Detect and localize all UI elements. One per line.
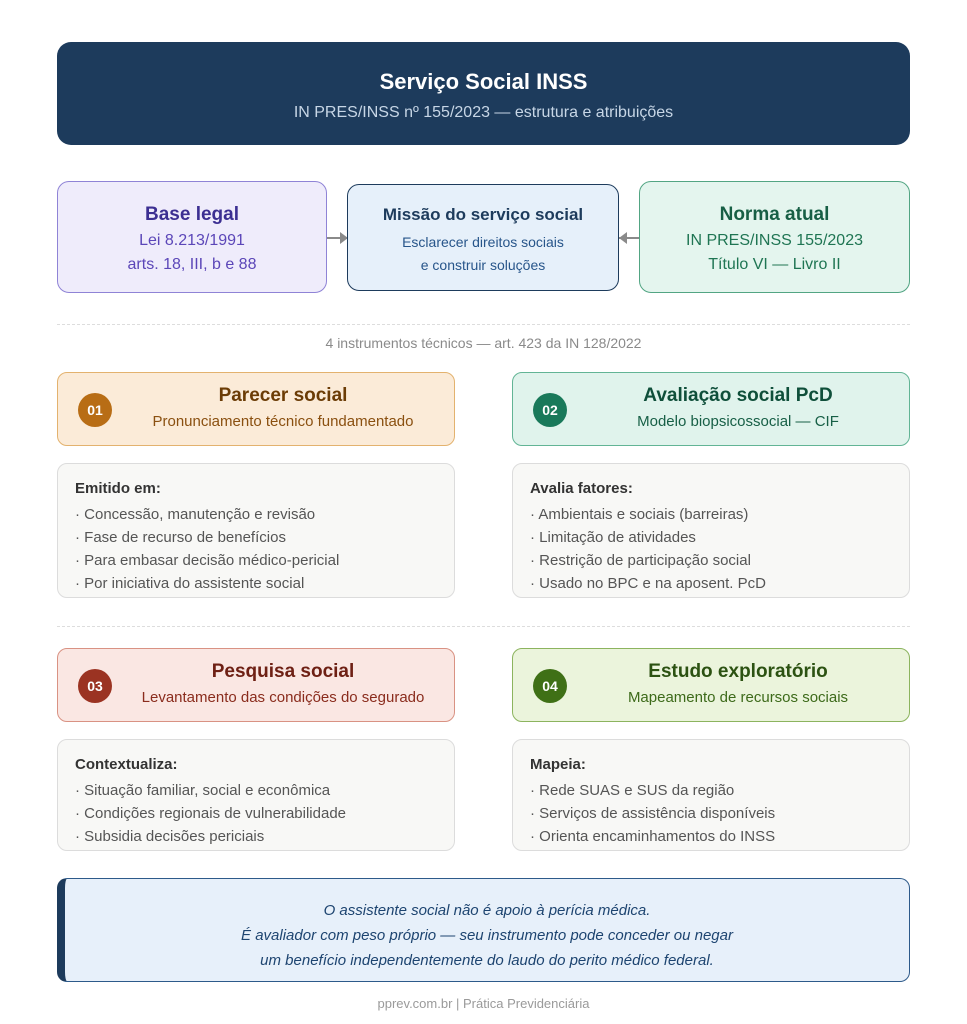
note-line3: um benefício independentemente do laudo do perito médico federal.	[260, 952, 714, 969]
instrument-subtitle: Modelo biopsicossocial — CIF	[637, 413, 839, 430]
base-legal-line2: arts. 18, III, b e 88	[127, 256, 257, 273]
norma-line1: IN PRES/INSS 155/2023	[686, 232, 863, 249]
list-item: · Usado no BPC e na aposent. PcD	[530, 575, 766, 592]
list-item: · Serviços de assistência disponíveis	[530, 805, 776, 822]
instruments-caption: 4 instrumentos técnicos — art. 423 da IN 128/2022	[325, 335, 642, 351]
footer-credit: pprev.com.br | Prática Previdenciária	[377, 996, 590, 1011]
list-item: · Ambientais e sociais (barreiras)	[530, 506, 749, 523]
number-badge: 04	[533, 669, 567, 703]
list-item: · Para embasar decisão médico-pericial	[75, 552, 340, 569]
list-item: · Condições regionais de vulnerabilidade	[75, 805, 347, 822]
instrument-detail-parecer-social	[57, 463, 455, 598]
instrument-card-estudo-exploratorio	[512, 648, 910, 722]
instrument-card-avaliacao-social-pcd	[512, 372, 910, 446]
instrument-subtitle: Levantamento das condições do segurado	[141, 689, 425, 706]
list-item: · Subsidia decisões periciais	[75, 828, 265, 845]
list-item: · Rede SUAS e SUS da região	[530, 782, 735, 799]
divider	[57, 626, 910, 627]
detail-list	[530, 503, 766, 595]
number-badge: 01	[78, 393, 112, 427]
highlight-note	[57, 878, 910, 982]
instrument-subtitle: Mapeamento de recursos sociais	[627, 689, 849, 706]
list-item: · Situação familiar, social e econômica	[75, 782, 331, 799]
detail-heading: Emitido em:	[75, 480, 161, 497]
instrument-detail-estudo-exploratorio	[512, 739, 910, 851]
list-item: · Limitação de atividades	[530, 529, 696, 546]
instrument-title: Parecer social	[218, 385, 348, 406]
detail-heading: Avalia fatores:	[530, 480, 633, 497]
missao-line2: e construir soluções	[420, 257, 546, 273]
missao-box	[347, 184, 619, 291]
instrument-card-pesquisa-social	[57, 648, 455, 722]
detail-list	[530, 779, 775, 848]
list-item: · Restrição de participação social	[530, 552, 751, 569]
instrument-card-parecer-social	[57, 372, 455, 446]
base-legal-line1: Lei 8.213/1991	[139, 232, 245, 249]
instrument-title: Estudo exploratório	[648, 661, 828, 682]
instrument-detail-pesquisa-social	[57, 739, 455, 851]
page-subtitle: IN PRES/INSS nº 155/2023 — estrutura e atribuições	[293, 104, 674, 121]
detail-list	[75, 779, 346, 848]
detail-heading: Mapeia:	[530, 756, 586, 773]
page-title: Serviço Social INSS	[379, 69, 588, 94]
instrument-title: Avaliação social PcD	[643, 385, 833, 406]
list-item: · Orienta encaminhamentos do INSS	[530, 828, 776, 845]
number-badge: 03	[78, 669, 112, 703]
note-line1: O assistente social não é apoio à perícia médica.	[323, 902, 651, 919]
norma-atual-box	[639, 181, 910, 293]
norma-title: Norma atual	[719, 204, 830, 225]
instrument-title: Pesquisa social	[211, 661, 355, 682]
note-line2: É avaliador com peso próprio — seu instrumento pode conceder ou negar	[241, 927, 733, 944]
list-item: · Fase de recurso de benefícios	[75, 529, 286, 546]
list-item: · Concessão, manutenção e revisão	[75, 506, 316, 523]
missao-line1: Esclarecer direitos sociais	[402, 234, 564, 250]
header-banner	[57, 42, 910, 145]
number-badge: 02	[533, 393, 567, 427]
base-legal-title: Base legal	[145, 204, 239, 225]
norma-line2: Título VI — Livro II	[708, 256, 841, 273]
detail-heading: Contextualiza:	[75, 756, 178, 773]
base-legal-box	[57, 181, 327, 293]
missao-title: Missão do serviço social	[382, 205, 584, 224]
detail-list	[75, 503, 339, 595]
instrument-subtitle: Pronunciamento técnico fundamentado	[152, 413, 414, 430]
instrument-detail-avaliacao-social-pcd	[512, 463, 910, 598]
list-item: · Por iniciativa do assistente social	[75, 575, 305, 592]
arrow-left-icon	[619, 232, 627, 244]
divider	[57, 324, 910, 325]
